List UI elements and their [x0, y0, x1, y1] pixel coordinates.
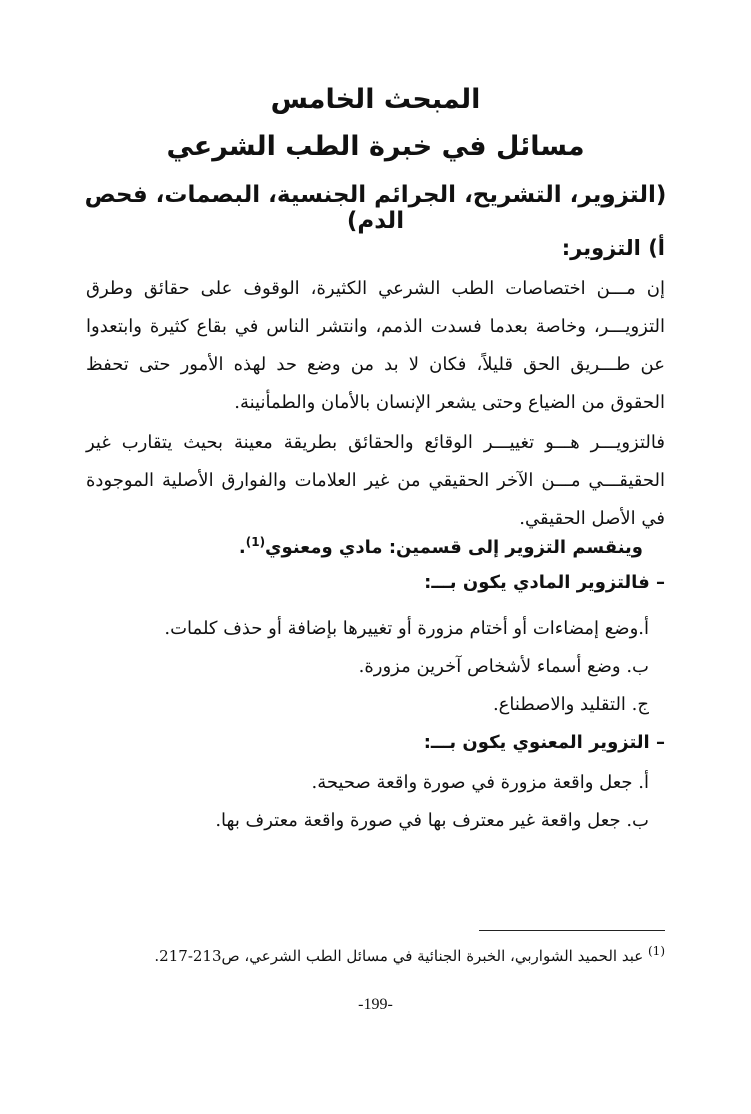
footnote: [60, 944, 665, 965]
paragraph-2-block: [86, 424, 665, 538]
section-title: المبحث الخامس: [270, 84, 481, 115]
material-heading-block: [86, 572, 665, 593]
moral-heading: – التزوير المعنوي يكون بـــ:: [423, 732, 665, 753]
part-a-heading-block: [86, 236, 665, 260]
page-number: -199-: [358, 996, 393, 1013]
division-footnote-ref: (1): [245, 535, 266, 549]
division-line-block: [86, 535, 665, 558]
part-a-heading: أ) التزوير:: [561, 236, 665, 260]
paragraph-1: إن مـــن اختصاصات الطب الشرعي الكثيرة، الوقوف على حقائق وطرق التزويـــر، وخاصة بعدما فسدت الذمم، وانتشر الناس في بقاع كثيرة وابتعدوا عن طـــريق الحق قليلاً، فكان لا بد من وضع حد لهذه الأمور حتى تحفظ الحقوق من الضياع وحتى يشعر الإنسان بالأمان والطمأنينة.: [86, 278, 665, 413]
footnote-text: عبد الحميد الشواربي، الخبرة الجنائية في مسائل الطب الشرعي، ص213-217.: [154, 947, 648, 965]
division-line: [86, 535, 643, 558]
section-subtitle: مسائل في خبرة الطب الشرعي: [166, 131, 585, 162]
material-heading: – فالتزوير المادي يكون بـــ:: [424, 572, 665, 593]
material-list: [86, 610, 665, 724]
moral-list: [86, 764, 665, 840]
paragraph-1-block: [86, 270, 665, 422]
list-item: ب. وضع أسماء لأشخاص آخرين مزورة.: [358, 656, 649, 677]
list-item: أ.وضع إمضاءات أو أختام مزورة أو تغييرها بإضافة أو حذف كلمات.: [164, 618, 649, 639]
footnote-ref: (1): [647, 944, 665, 958]
paragraph-2: فالتزويـــر هـــو تغييـــر الوقائع والحقائق بطريقة معينة بحيث يتقارب غير الحقيقـــي مـــن الآخر الحقيقي من غير العلامات والفوارق الأصلية الموجودة في الأصل الحقيقي.: [86, 432, 665, 529]
footnote-divider: [479, 930, 665, 931]
list-item: ج. التقليد والاصطناع.: [492, 694, 649, 715]
list-item: أ. جعل واقعة مزورة في صورة واقعة صحيحة.: [311, 772, 649, 793]
list-item: ب. جعل واقعة غير معترف بها في صورة واقعة معترف بها.: [215, 810, 649, 831]
division-end: .: [238, 537, 246, 558]
division-text: وينقسم التزوير إلى قسمين: مادي ومعنوي: [265, 537, 643, 558]
moral-heading-block: [86, 732, 665, 753]
section-topics: (التزوير، التشريح، الجرائم الجنسية، البصمات، فحص الدم): [84, 182, 667, 234]
